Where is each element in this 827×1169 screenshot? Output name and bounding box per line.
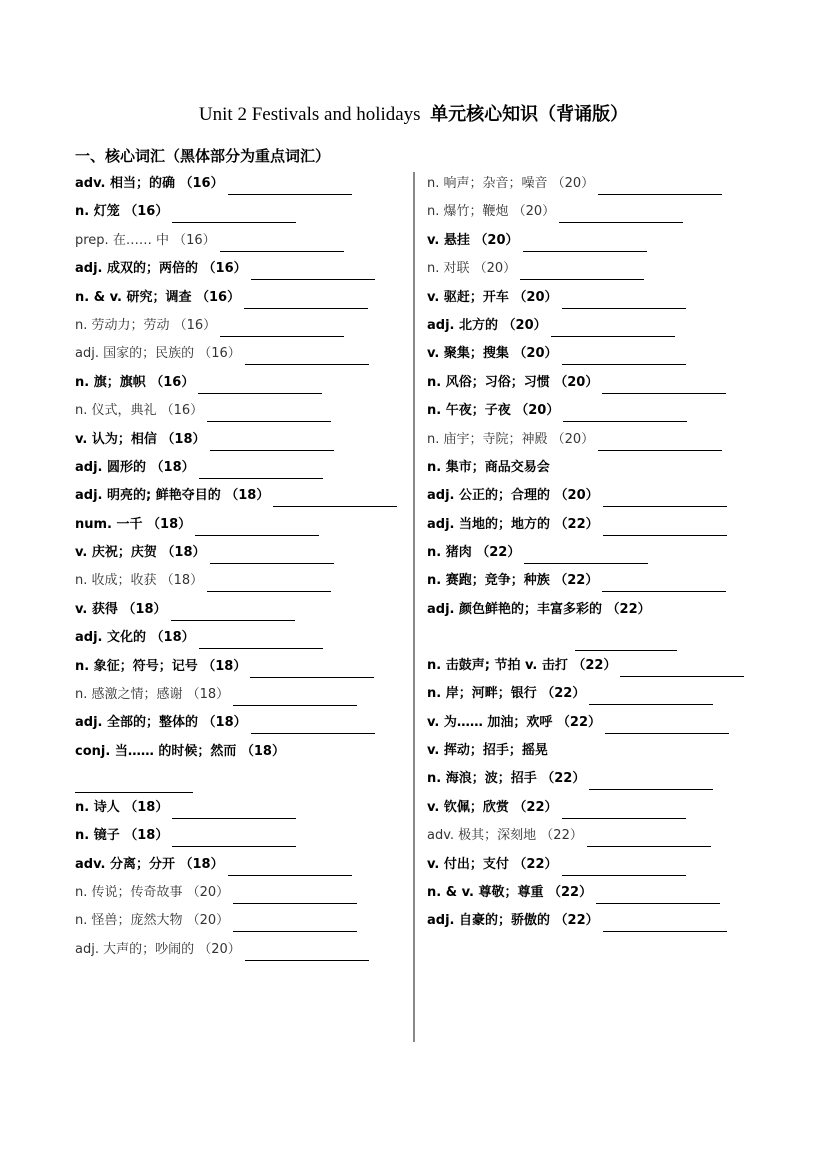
- answer-blank[interactable]: [559, 208, 683, 223]
- vocab-item-text: v. 悬挂 （20）: [427, 232, 519, 248]
- vocab-item: [427, 655, 767, 683]
- vocab-item: [75, 570, 415, 598]
- vocab-item-text: conj. 当…… 的时候；然而 （18）: [75, 743, 285, 759]
- vocab-item: [75, 910, 415, 938]
- answer-blank[interactable]: [172, 832, 296, 847]
- vocab-item: [427, 457, 767, 485]
- answer-blank[interactable]: [523, 237, 647, 252]
- vocab-item-text: n. 旗；旗帜 （16）: [75, 374, 195, 390]
- vocab-item: [75, 315, 415, 343]
- vocab-item-text: adj. 自豪的；骄傲的 （22）: [427, 913, 599, 929]
- answer-blank[interactable]: [603, 492, 727, 507]
- vocab-item-text: n. 对联 （20）: [427, 261, 517, 277]
- vocab-item-text: n. 庙宇；寺院；神殿 （20）: [427, 431, 595, 447]
- vocab-item-text: n. 猪肉 （22）: [427, 545, 521, 561]
- vocab-item-text: adj. 公正的；合理的 （20）: [427, 488, 599, 504]
- answer-blank[interactable]: [589, 690, 713, 705]
- answer-blank[interactable]: [589, 775, 713, 790]
- column-divider: [413, 172, 415, 1042]
- vocab-item-text: v. 获得 （18）: [75, 601, 167, 617]
- vocab-item-text: adj. 成双的；两倍的 （16）: [75, 261, 247, 277]
- vocab-item: [427, 768, 767, 796]
- answer-blank[interactable]: [245, 350, 369, 365]
- vocab-item: [75, 173, 415, 201]
- answer-blank[interactable]: [75, 778, 193, 793]
- answer-blank[interactable]: [220, 237, 344, 252]
- vocab-item: [427, 854, 767, 882]
- vocab-item-text: adj. 当地的；地方的 （22）: [427, 516, 599, 532]
- vocab-item: [75, 712, 415, 740]
- vocab-item: [427, 315, 767, 343]
- answer-blank[interactable]: [563, 407, 687, 422]
- vocab-item-text: n. 集市；商品交易会: [427, 459, 550, 475]
- vocab-item: [75, 797, 415, 825]
- vocab-item-text: adj. 颜色鲜艳的；丰富多彩的 （22）: [427, 601, 651, 617]
- vocab-item-text: n. 风俗；习俗；习惯 （20）: [427, 374, 599, 390]
- vocab-item-text: adv. 极其；深刻地 （22）: [427, 828, 583, 844]
- vocab-item-text: adj. 文化的 （18）: [75, 630, 195, 646]
- vocab-item-text: adv. 分离；分开 （18）: [75, 856, 224, 872]
- vocab-item: [75, 457, 415, 485]
- answer-blank[interactable]: [210, 549, 334, 564]
- vocab-item-text: n. 海浪；波；招手 （22）: [427, 771, 586, 787]
- vocab-item: [75, 854, 415, 882]
- vocab-item-text: n. 击鼓声; 节拍 v. 击打 （22）: [427, 657, 617, 673]
- vocab-item-text: n. 午夜；子夜 （20）: [427, 403, 560, 419]
- answer-blank[interactable]: [195, 521, 319, 536]
- answer-blank[interactable]: [244, 294, 368, 309]
- vocab-item-text: n. 赛跑；竞争；种族 （22）: [427, 573, 599, 589]
- answer-blank[interactable]: [524, 549, 648, 564]
- answer-blank[interactable]: [596, 889, 720, 904]
- vocab-item: [427, 400, 767, 428]
- vocab-item-text: v. 驱赶；开车 （20）: [427, 289, 558, 305]
- answer-blank[interactable]: [605, 719, 729, 734]
- vocab-item: [75, 201, 415, 229]
- answer-blank[interactable]: [171, 606, 295, 621]
- title-en: Unit 2 Festivals and holidays: [198, 104, 421, 125]
- vocab-item: [427, 230, 767, 258]
- answer-blank[interactable]: [245, 946, 369, 961]
- vocab-item-text: adj. 北方的 （20）: [427, 317, 547, 333]
- vocab-item-text: num. 一千 （18）: [75, 516, 192, 532]
- answer-blank[interactable]: [598, 436, 722, 451]
- answer-blank[interactable]: [207, 407, 331, 422]
- answer-blank[interactable]: [551, 322, 675, 337]
- vocab-item-text: n. 仪式，典礼 （16）: [75, 403, 204, 419]
- answer-blank[interactable]: [210, 436, 334, 451]
- vocab-item: [75, 542, 415, 570]
- vocab-item-text: v. 挥动；招手；摇晃: [427, 743, 548, 759]
- vocab-item: [427, 910, 767, 938]
- title-cn: 单元核心知识（背诵版）: [430, 104, 629, 125]
- vocab-item-text: v. 认为；相信 （18）: [75, 431, 206, 447]
- answer-blank[interactable]: [562, 804, 686, 819]
- vocab-item: [427, 542, 767, 570]
- vocab-item-text: adv. 相当；的确 （16）: [75, 176, 224, 191]
- answer-blank[interactable]: [273, 492, 397, 507]
- answer-blank[interactable]: [172, 208, 296, 223]
- vocab-item: [75, 230, 415, 258]
- answer-blank[interactable]: [562, 350, 686, 365]
- vocab-item-text: adj. 大声的；吵闹的 （20）: [75, 941, 241, 957]
- vocab-item: [75, 939, 415, 967]
- vocab-item: [75, 514, 415, 542]
- vocab-item-text: v. 钦佩；欣赏 （22）: [427, 799, 558, 815]
- answer-blank[interactable]: [520, 265, 644, 280]
- vocab-item: [75, 882, 415, 910]
- vocab-item: [427, 287, 767, 315]
- vocab-column-right: [427, 173, 767, 939]
- vocab-item-text: n. 灯笼 （16）: [75, 204, 169, 220]
- vocab-item-text: prep. 在…… 中 （16）: [75, 232, 216, 248]
- vocab-item: [75, 825, 415, 853]
- answer-blank[interactable]: [220, 322, 344, 337]
- answer-blank[interactable]: [603, 521, 727, 536]
- answer-blank[interactable]: [251, 719, 375, 734]
- vocab-item: [75, 372, 415, 400]
- answer-blank[interactable]: [198, 379, 322, 394]
- vocab-item: [427, 372, 767, 400]
- answer-blank[interactable]: [228, 180, 352, 195]
- vocab-item: [427, 343, 767, 371]
- vocab-item: [75, 627, 415, 655]
- vocab-item-text: n. 象征；符号；记号 （18）: [75, 658, 247, 674]
- answer-blank[interactable]: [598, 180, 722, 195]
- answer-blank[interactable]: [207, 577, 331, 592]
- answer-blank[interactable]: [233, 691, 357, 706]
- answer-blank[interactable]: [602, 379, 726, 394]
- answer-blank[interactable]: [575, 636, 677, 651]
- vocab-item: [75, 485, 415, 513]
- answer-blank[interactable]: [562, 294, 686, 309]
- vocab-column-left: [75, 173, 415, 967]
- vocab-item: [75, 656, 415, 684]
- answer-blank[interactable]: [587, 832, 711, 847]
- vocab-item: [427, 485, 767, 513]
- answer-blank[interactable]: [228, 861, 352, 876]
- vocab-item-text: v. 聚集；搜集 （20）: [427, 346, 558, 362]
- vocab-item-text: n. 诗人 （18）: [75, 799, 169, 815]
- vocab-item-text: adj. 全部的；整体的 （18）: [75, 715, 247, 731]
- vocab-item-text: n. 感激之情；感谢 （18）: [75, 687, 230, 703]
- vocab-item-text: n. 响声；杂音；噪音 （20）: [427, 176, 595, 191]
- vocab-item: [427, 882, 767, 910]
- answer-blank[interactable]: [562, 861, 686, 876]
- answer-blank[interactable]: [620, 662, 744, 677]
- answer-blank[interactable]: [603, 917, 727, 932]
- answer-blank[interactable]: [251, 265, 375, 280]
- vocab-item-text: adj. 圆形的 （18）: [75, 459, 195, 475]
- vocab-item: [75, 343, 415, 371]
- vocab-item: [75, 599, 415, 627]
- vocab-item-text: n. & v. 尊敬；尊重 （22）: [427, 884, 593, 900]
- vocab-item: [427, 429, 767, 457]
- vocab-item: [75, 258, 415, 286]
- answer-blank[interactable]: [250, 663, 374, 678]
- vocab-item: [427, 201, 767, 229]
- vocab-item-text: adj. 明亮的; 鲜艳夺目的 （18）: [75, 488, 270, 504]
- vocab-item: [75, 429, 415, 457]
- vocab-item: [75, 741, 415, 797]
- vocab-item: [427, 712, 767, 740]
- vocab-item: [75, 400, 415, 428]
- vocab-item-text: n. 镜子 （18）: [75, 828, 169, 844]
- answer-blank[interactable]: [199, 634, 323, 649]
- vocab-item-text: n. 岸；河畔；银行 （22）: [427, 686, 586, 702]
- answer-blank[interactable]: [602, 577, 726, 592]
- vocab-item: [427, 570, 767, 598]
- answer-blank[interactable]: [233, 917, 357, 932]
- vocab-item: [75, 684, 415, 712]
- vocab-item-text: v. 付出；支付 （22）: [427, 856, 558, 872]
- vocab-item: [427, 258, 767, 286]
- vocab-item-text: n. 怪兽；庞然大物 （20）: [75, 913, 230, 929]
- vocab-item: [427, 514, 767, 542]
- vocab-item-text: v. 庆祝；庆贺 （18）: [75, 545, 206, 561]
- page-title: [0, 100, 827, 126]
- vocab-item: [427, 825, 767, 853]
- vocab-item: [427, 797, 767, 825]
- answer-blank[interactable]: [172, 804, 296, 819]
- vocab-item: [427, 599, 767, 655]
- vocab-item: [427, 740, 767, 768]
- vocab-item: [427, 173, 767, 201]
- vocab-item-text: n. 劳动力；劳动 （16）: [75, 317, 217, 333]
- vocab-item-text: adj. 国家的；民族的 （16）: [75, 346, 241, 362]
- section-heading: 一、核心词汇（黑体部分为重点词汇）: [75, 147, 331, 165]
- answer-blank[interactable]: [199, 464, 323, 479]
- vocab-item: [427, 683, 767, 711]
- answer-blank[interactable]: [233, 889, 357, 904]
- vocab-item-text: v. 为…… 加油；欢呼 （22）: [427, 714, 602, 730]
- vocab-item-text: n. & v. 研究；调查 （16）: [75, 289, 241, 305]
- vocab-item-text: n. 爆竹；鞭炮 （20）: [427, 204, 556, 220]
- vocab-item-text: n. 传说；传奇故事 （20）: [75, 884, 230, 900]
- vocab-item: [75, 287, 415, 315]
- vocab-item-text: n. 收成；收获 （18）: [75, 573, 204, 589]
